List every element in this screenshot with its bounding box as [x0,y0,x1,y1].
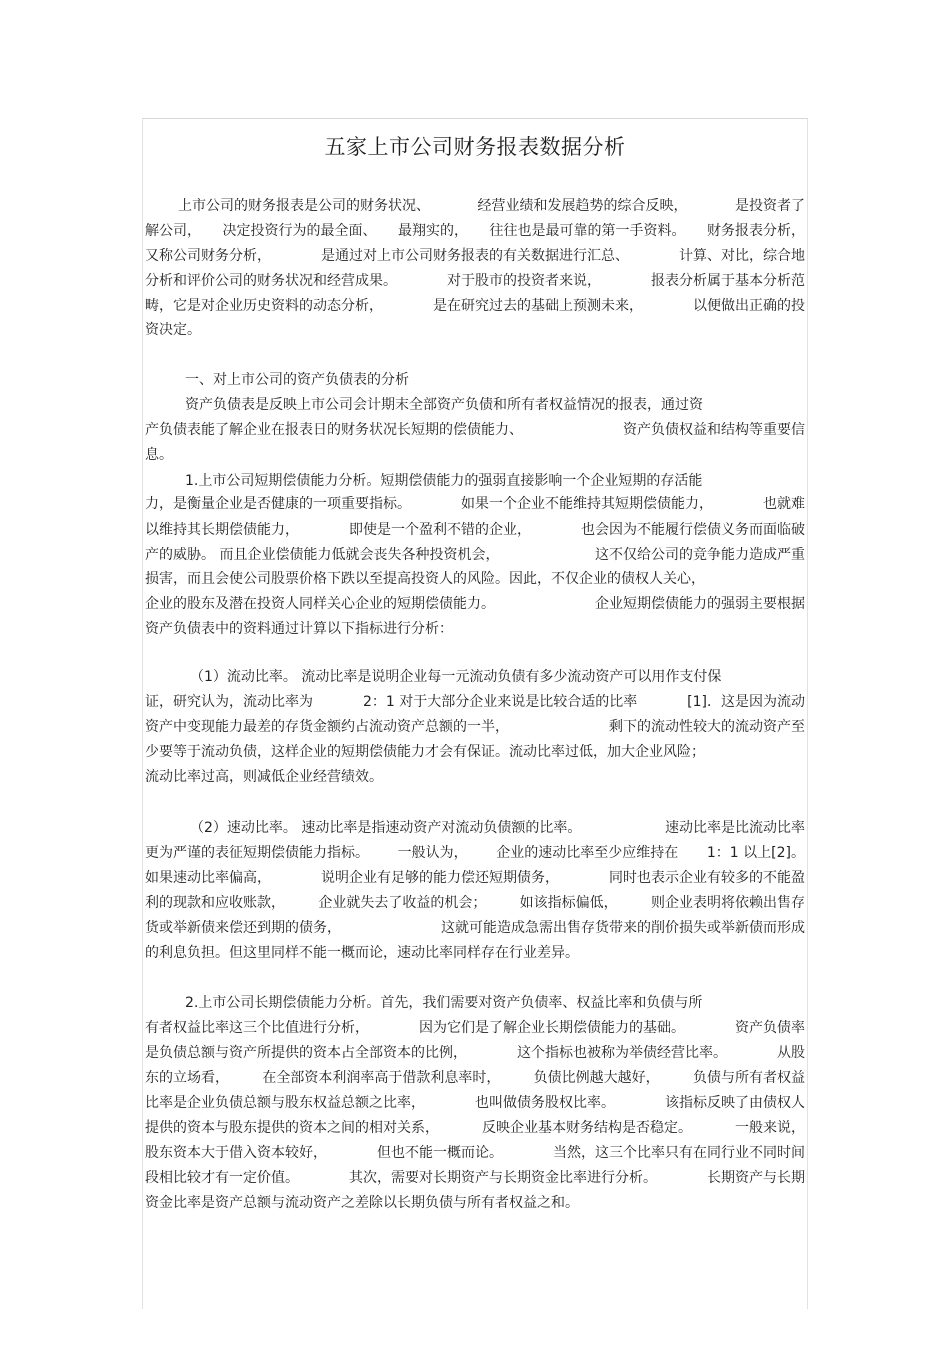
intro-text: 计算、对比，综合地 [679,248,805,264]
quick-ratio-text: 一般认为， [397,845,468,861]
long-term-solvency-text: 负债比例越大越好， [533,1070,660,1086]
quick-ratio-text: 如果速动比率偏高， [145,870,271,886]
long-term-solvency-text: 资金比率是资产总额与流动资产之差除以长期负债与所有者权益之和。 [145,1195,579,1211]
intro-text: 分析和评价公司的财务状况和经营成果。 [145,273,397,289]
quick-ratio-text: 企业就失去了收益的机会； [318,895,487,911]
short-term-solvency-line [145,495,805,513]
short-term-solvency-text: 力，是衡量企业是否健康的一项重要指标。 [145,496,411,512]
short-term-solvency-text: 1.上市公司短期偿债能力分析。短期偿债能力的强弱直接影响一个企业短期的存活能 [185,473,703,489]
long-term-solvency-text: 一般来说， [735,1120,805,1136]
quick-ratio-text: 货或举新债来偿还到期的债务， [145,920,341,936]
short-term-solvency-text: 如果一个企业不能维持其短期偿债能力， [461,496,713,512]
long-term-solvency-text: 该指标反映了由债权人 [665,1095,805,1111]
short-term-solvency-line [145,570,805,588]
long-term-solvency-text: 长期资产与长期 [707,1170,805,1186]
long-term-solvency-text: 有者权益比率这三个比值进行分析， [145,1020,369,1036]
quick-ratio-text: 则企业表明将依赖出售存 [650,895,805,911]
current-ratio-line [145,768,383,786]
long-term-solvency-text: 比率是企业负债总额与股东权益总额之比率， [145,1095,425,1111]
long-term-solvency-line [145,1144,805,1162]
long-term-solvency-text: 是负债总额与资产所提供的资本占全部资本的比例， [145,1045,467,1061]
short-term-solvency-text: 损害，而且会使公司股票价格下跌以至提高投资人的风险。因此，不仅企业的债权人关心， [145,571,705,587]
intro-line [145,247,805,265]
current-ratio-text: 2：1 对于大部分企业来说是比较合适的比率 [362,694,638,710]
short-term-solvency-text: 产的威胁。 而且企业偿债能力低就会丧失各种投资机会， [145,547,500,563]
long-term-solvency-line [145,1044,805,1062]
document-title: 五家上市公司财务报表数据分析 [324,135,626,159]
balance-sheet-intro-text: 产负债表能了解企业在报表日的财务状况长短期的偿债能力、 [145,422,523,438]
intro-text: 最翔实的， [398,223,468,239]
long-term-solvency-text: 其次，需要对长期资产与长期资金比率进行分析。 [349,1170,657,1186]
current-ratio-line [190,668,805,686]
short-term-solvency-text: 即使是一个盈利不错的企业， [349,522,531,538]
intro-line [178,197,805,215]
quick-ratio-line [145,869,805,887]
quick-ratio-line [145,919,805,937]
short-term-solvency-line [185,472,805,490]
balance-sheet-intro-text: 资产负债权益和结构等重要信 [623,422,805,438]
long-term-solvency-text: 反映企业基本财务结构是否稳定。 [482,1120,692,1136]
current-ratio-text: 资产中变现能力最差的存货金额约占流动资产总额的一半， [145,719,509,735]
long-term-solvency-line [145,1169,805,1187]
long-term-solvency-text: 东的立场看， [145,1070,229,1086]
long-term-solvency-text: 股东资本大于借入资本较好， [145,1145,327,1161]
intro-text: 又称公司财务分析， [145,248,271,264]
long-term-solvency-text: 当然，这三个比率只有在同行业不同时间 [553,1145,805,1161]
long-term-solvency-text: 在全部资本利润率高于借款利息率时， [262,1070,501,1086]
intro-text: 以便做出正确的投 [693,298,805,314]
current-ratio-text: 流动比率过高，则减低企业经营绩效。 [145,769,383,785]
quick-ratio-text: 利的现款和应收账款， [145,895,285,911]
long-term-solvency-text: 段相比较才有一定价值。 [145,1170,299,1186]
quick-ratio-line [190,819,805,837]
quick-ratio-line [145,894,805,912]
balance-sheet-intro-line [145,446,173,464]
current-ratio-text: 少要等于流动负债，这样企业的短期偿债能力才会有保证。流动比率过低，加大企业风险； [145,744,705,760]
balance-sheet-intro-text: 资产负债表是反映上市公司会计期末全部资产负债和所有者权益情况的报表，通过资 [185,397,703,413]
short-term-solvency-line [145,546,805,564]
quick-ratio-text: 同时也表示企业有较多的不能盈 [609,870,805,886]
intro-text: 是在研究过去的基础上预测未来， [433,298,643,314]
short-term-solvency-text: 以维持其长期偿债能力， [145,522,299,538]
section-1-heading-line [185,371,409,389]
intro-line [145,321,201,339]
long-term-solvency-line [145,1094,805,1112]
intro-text: 财务报表分析， [707,223,805,239]
quick-ratio-line [145,844,805,862]
long-term-solvency-text: 但也不能一概而论。 [377,1145,503,1161]
long-term-solvency-text: 资产负债率 [735,1020,805,1036]
intro-text: 是投资者了 [735,198,805,214]
intro-text: 畴，它是对企业历史资料的动态分析， [145,298,383,314]
quick-ratio-text: 速动比率是比流动比率 [665,820,805,836]
quick-ratio-text: 如该指标偏低， [519,895,618,911]
short-term-solvency-line [145,620,453,638]
balance-sheet-intro-line [185,396,805,414]
current-ratio-text: （1）流动比率。 流动比率是说明企业每一元流动负债有多少流动资产可以用作支付保 [190,669,722,685]
current-ratio-text: 剩下的流动性较大的流动资产至 [609,719,805,735]
section-1-heading-text: 一、对上市公司的资产负债表的分析 [185,372,409,388]
intro-text: 上市公司的财务报表是公司的财务状况、 [178,198,430,214]
long-term-solvency-text: 负债与所有者权益 [692,1070,805,1086]
long-term-solvency-line [145,1019,805,1037]
long-term-solvency-text: 也叫做债务股权比率。 [475,1095,615,1111]
balance-sheet-intro-line [145,421,805,439]
quick-ratio-text: 的利息负担。但这里同样不能一概而论，速动比率同样存在行业差异。 [145,945,579,961]
short-term-solvency-text: 也会因为不能履行偿债义务而面临破 [581,522,805,538]
balance-sheet-intro-text: 息。 [145,447,173,463]
long-term-solvency-text: 2.上市公司长期偿债能力分析。首先，我们需要对资产负债率、权益比率和负债与所 [185,995,703,1011]
quick-ratio-text: （2）速动比率。 速动比率是指速动资产对流动负债额的比率。 [190,820,582,836]
intro-text: 经营业绩和发展趋势的综合反映， [477,198,688,214]
long-term-solvency-text: 这个指标也被称为举债经营比率。 [517,1045,727,1061]
short-term-solvency-text: 这不仅给公司的竞争能力造成严重 [595,547,805,563]
long-term-solvency-line [145,1194,579,1212]
short-term-solvency-text: 也就难 [763,496,805,512]
short-term-solvency-text: 企业的股东及潜在投资人同样关心企业的短期偿债能力。 [145,596,495,612]
current-ratio-text: 证，研究认为，流动比率为 [145,694,313,710]
short-term-solvency-text: 资产负债表中的资料通过计算以下指标进行分析： [145,621,453,637]
quick-ratio-text: 1：1 以上[2]。 [706,845,805,861]
short-term-solvency-line [145,521,805,539]
current-ratio-text: [1]．这是因为流动 [687,694,805,710]
quick-ratio-text: 说明企业有足够的能力偿还短期债务， [321,870,559,886]
intro-text: 资决定。 [145,322,201,338]
intro-text: 决定投资行为的最全面、 [222,223,377,239]
long-term-solvency-line [145,1069,805,1087]
long-term-solvency-line [185,994,805,1012]
intro-line [145,222,805,240]
intro-text: 往往也是最可靠的第一手资料。 [489,223,686,239]
current-ratio-line [145,743,805,761]
long-term-solvency-line [145,1119,805,1137]
short-term-solvency-text: 企业短期偿债能力的强弱主要根据 [595,596,805,612]
intro-text: 解公司， [145,223,201,239]
intro-text: 是通过对上市公司财务报表的有关数据进行汇总、 [321,248,629,264]
long-term-solvency-text: 从股 [777,1045,805,1061]
long-term-solvency-text: 提供的资本与股东提供的资本之间的相对关系， [145,1120,439,1136]
long-term-solvency-text: 因为它们是了解企业长期偿债能力的基础。 [419,1020,685,1036]
quick-ratio-text: 更为严谨的表征短期偿债能力指标。 [145,845,369,861]
quick-ratio-text: 这就可能造成急需出售存货带来的削价损失或举新债而形成 [441,920,805,936]
intro-line [145,297,805,315]
quick-ratio-line [145,944,579,962]
quick-ratio-text: 企业的速动比率至少应维持在 [496,845,679,861]
current-ratio-line [145,718,805,736]
intro-line [145,272,805,290]
short-term-solvency-line [145,595,805,613]
intro-text: 报表分析属于基本分析范 [651,273,805,289]
current-ratio-line [145,693,805,711]
intro-text: 对于股市的投资者来说， [447,273,601,289]
